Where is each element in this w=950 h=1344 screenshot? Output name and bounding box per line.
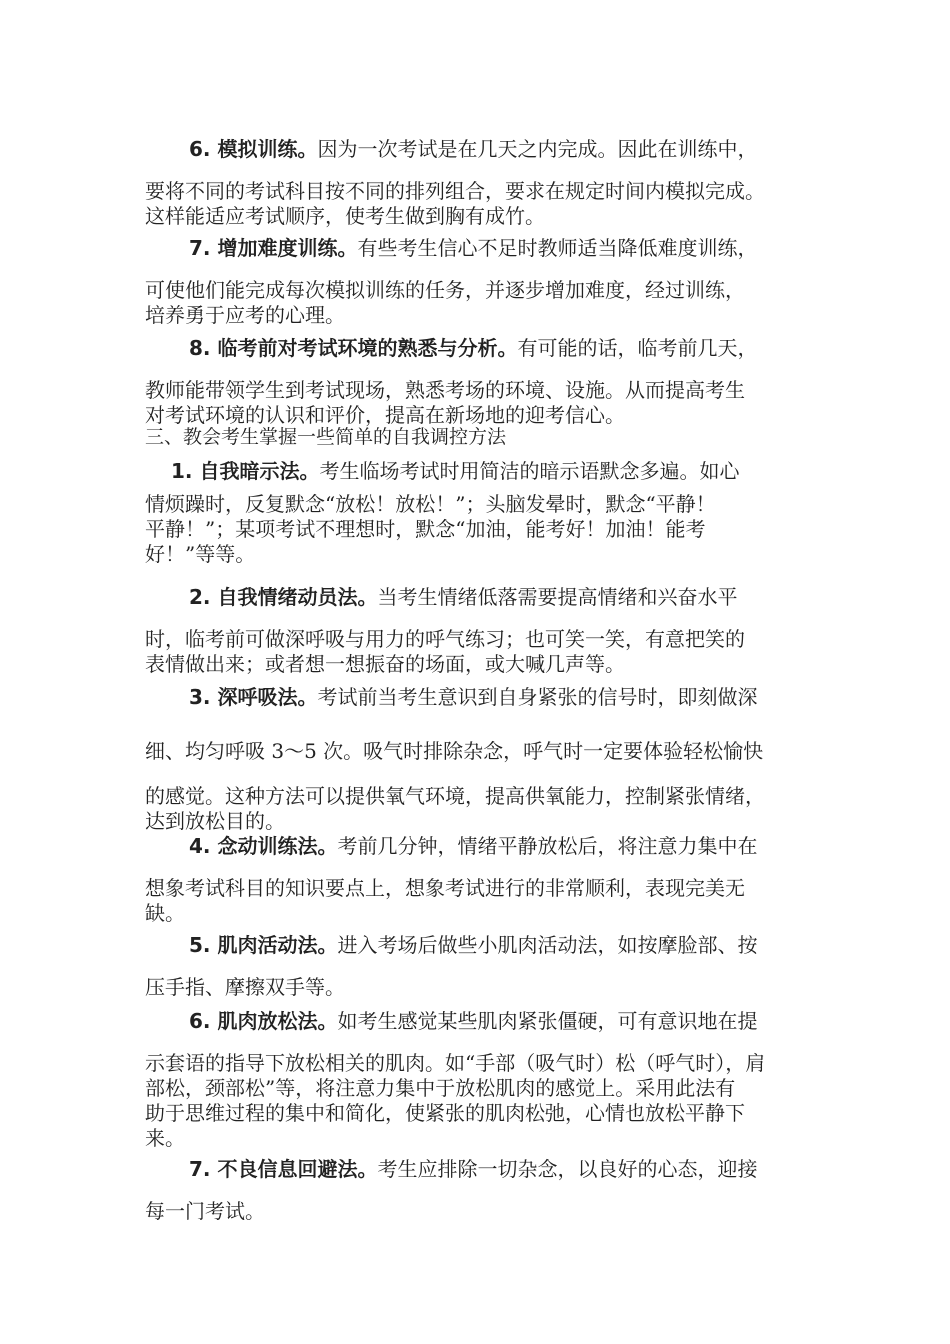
paragraph-title: 8. 临考前对考试环境的熟悉与分析。 (189, 336, 518, 360)
paragraph-title: 1. 自我暗示法。 (171, 459, 320, 483)
section-heading: 三、教会考生掌握一些简单的自我调控方法 (145, 426, 507, 448)
paragraph-text: 每一门考试。 (145, 1199, 265, 1223)
paragraph-title: 6. 肌肉放松法。 (189, 1009, 338, 1033)
paragraph-text: 考生临场考试时用简洁的暗示语默念多遍。如心 (319, 459, 740, 483)
paragraph-text: 要将不同的考试科目按不同的排列组合，要求在规定时间内模拟完成。 (145, 179, 765, 203)
paragraph-text: 培养勇于应考的心理。 (145, 303, 345, 327)
paragraph-difficulty-training (145, 236, 817, 328)
paragraph-title: 7. 增加难度训练。 (189, 236, 358, 260)
paragraph-text: 考前几分钟，情绪平静放松后，将注意力集中在 (337, 834, 758, 858)
paragraph-title: 3. 深呼吸法。 (189, 685, 318, 709)
paragraph-text: 助于思维过程的集中和简化，使紧张的肌肉松弛，心情也放松平静下 (145, 1101, 745, 1125)
paragraph-text: 部松，颈部松”等，将注意力集中于放松肌肉的感觉上。采用此法有 (145, 1076, 736, 1100)
paragraph-text: 达到放松目的。 (145, 809, 285, 833)
paragraph-text: 时，临考前可做深呼吸与用力的呼气练习；也可笑一笑，有意把笑的 (145, 627, 745, 651)
paragraph-text: 示套语的指导下放松相关的肌肉。如“手部（吸气时）松（呼气时），肩 (145, 1051, 766, 1075)
paragraph-text: 这样能适应考试顺序，使考生做到胸有成竹。 (145, 204, 545, 228)
paragraph-exam-environment (145, 336, 817, 428)
paragraph-text: 进入考场后做些小肌肉活动法，如按摩脸部、按 (337, 933, 758, 957)
paragraph-text: 细、均匀呼吸 3～5 次。吸气时排除杂念，呼气时一定要体验轻松愉快 (145, 739, 764, 763)
paragraph-text: 有些考生信心不足时教师适当降低难度训练， (357, 236, 758, 260)
paragraph-self-suggestion (145, 459, 817, 567)
paragraph-emotion-mobilization (145, 585, 817, 677)
paragraph-text: 考生应排除一切杂念，以良好的心态，迎接 (377, 1157, 758, 1181)
paragraph-deep-breathing (145, 685, 817, 834)
paragraph-text: 如考生感觉某些肌肉紧张僵硬，可有意识地在提 (337, 1009, 758, 1033)
paragraph-negative-info-avoidance (145, 1157, 817, 1224)
paragraph-text: 当考生情绪低落需要提高情绪和兴奋水平 (377, 585, 738, 609)
paragraph-title: 5. 肌肉活动法。 (189, 933, 338, 957)
paragraph-text: 情烦躁时，反复默念“放松！放松！”；头脑发晕时，默念“平静！ (145, 492, 716, 516)
paragraph-text: 的感觉。这种方法可以提供氧气环境，提高供氧能力，控制紧张情绪， (145, 784, 765, 808)
paragraph-text: 平静！”；某项考试不理想时，默念“加油，能考好！加油！能考 (145, 517, 706, 541)
paragraph-muscle-activity (145, 933, 817, 1000)
paragraph-text: 对考试环境的认识和评价，提高在新场地的迎考信心。 (145, 403, 625, 427)
paragraph-text: 好！”等等。 (145, 542, 256, 566)
paragraph-text: 可使他们能完成每次模拟训练的任务，并逐步增加难度，经过训练， (145, 278, 745, 302)
paragraph-text: 有可能的话，临考前几天， (517, 336, 758, 360)
paragraph-text: 因为一次考试是在几天之内完成。因此在训练中， (317, 137, 758, 161)
paragraph-text: 缺。 (145, 901, 185, 925)
paragraph-text: 想象考试科目的知识要点上，想象考试进行的非常顺利，表现完美无 (145, 876, 745, 900)
paragraph-text: 来。 (145, 1126, 185, 1150)
paragraph-ideomotor-training (145, 834, 817, 926)
paragraph-muscle-relaxation (145, 1009, 817, 1151)
paragraph-simulation-training (145, 137, 817, 229)
paragraph-title: 4. 念动训练法。 (189, 834, 338, 858)
paragraph-title: 6. 模拟训练。 (189, 137, 318, 161)
paragraph-title: 7. 不良信息回避法。 (189, 1157, 378, 1181)
paragraph-text: 压手指、摩擦双手等。 (145, 975, 345, 999)
paragraph-text: 教师能带领学生到考试现场，熟悉考场的环境、设施。从而提高考生 (145, 378, 745, 402)
paragraph-text: 表情做出来；或者想一想振奋的场面，或大喊几声等。 (145, 652, 625, 676)
paragraph-text: 考试前当考生意识到自身紧张的信号时，即刻做深 (317, 685, 758, 709)
paragraph-title: 2. 自我情绪动员法。 (189, 585, 378, 609)
